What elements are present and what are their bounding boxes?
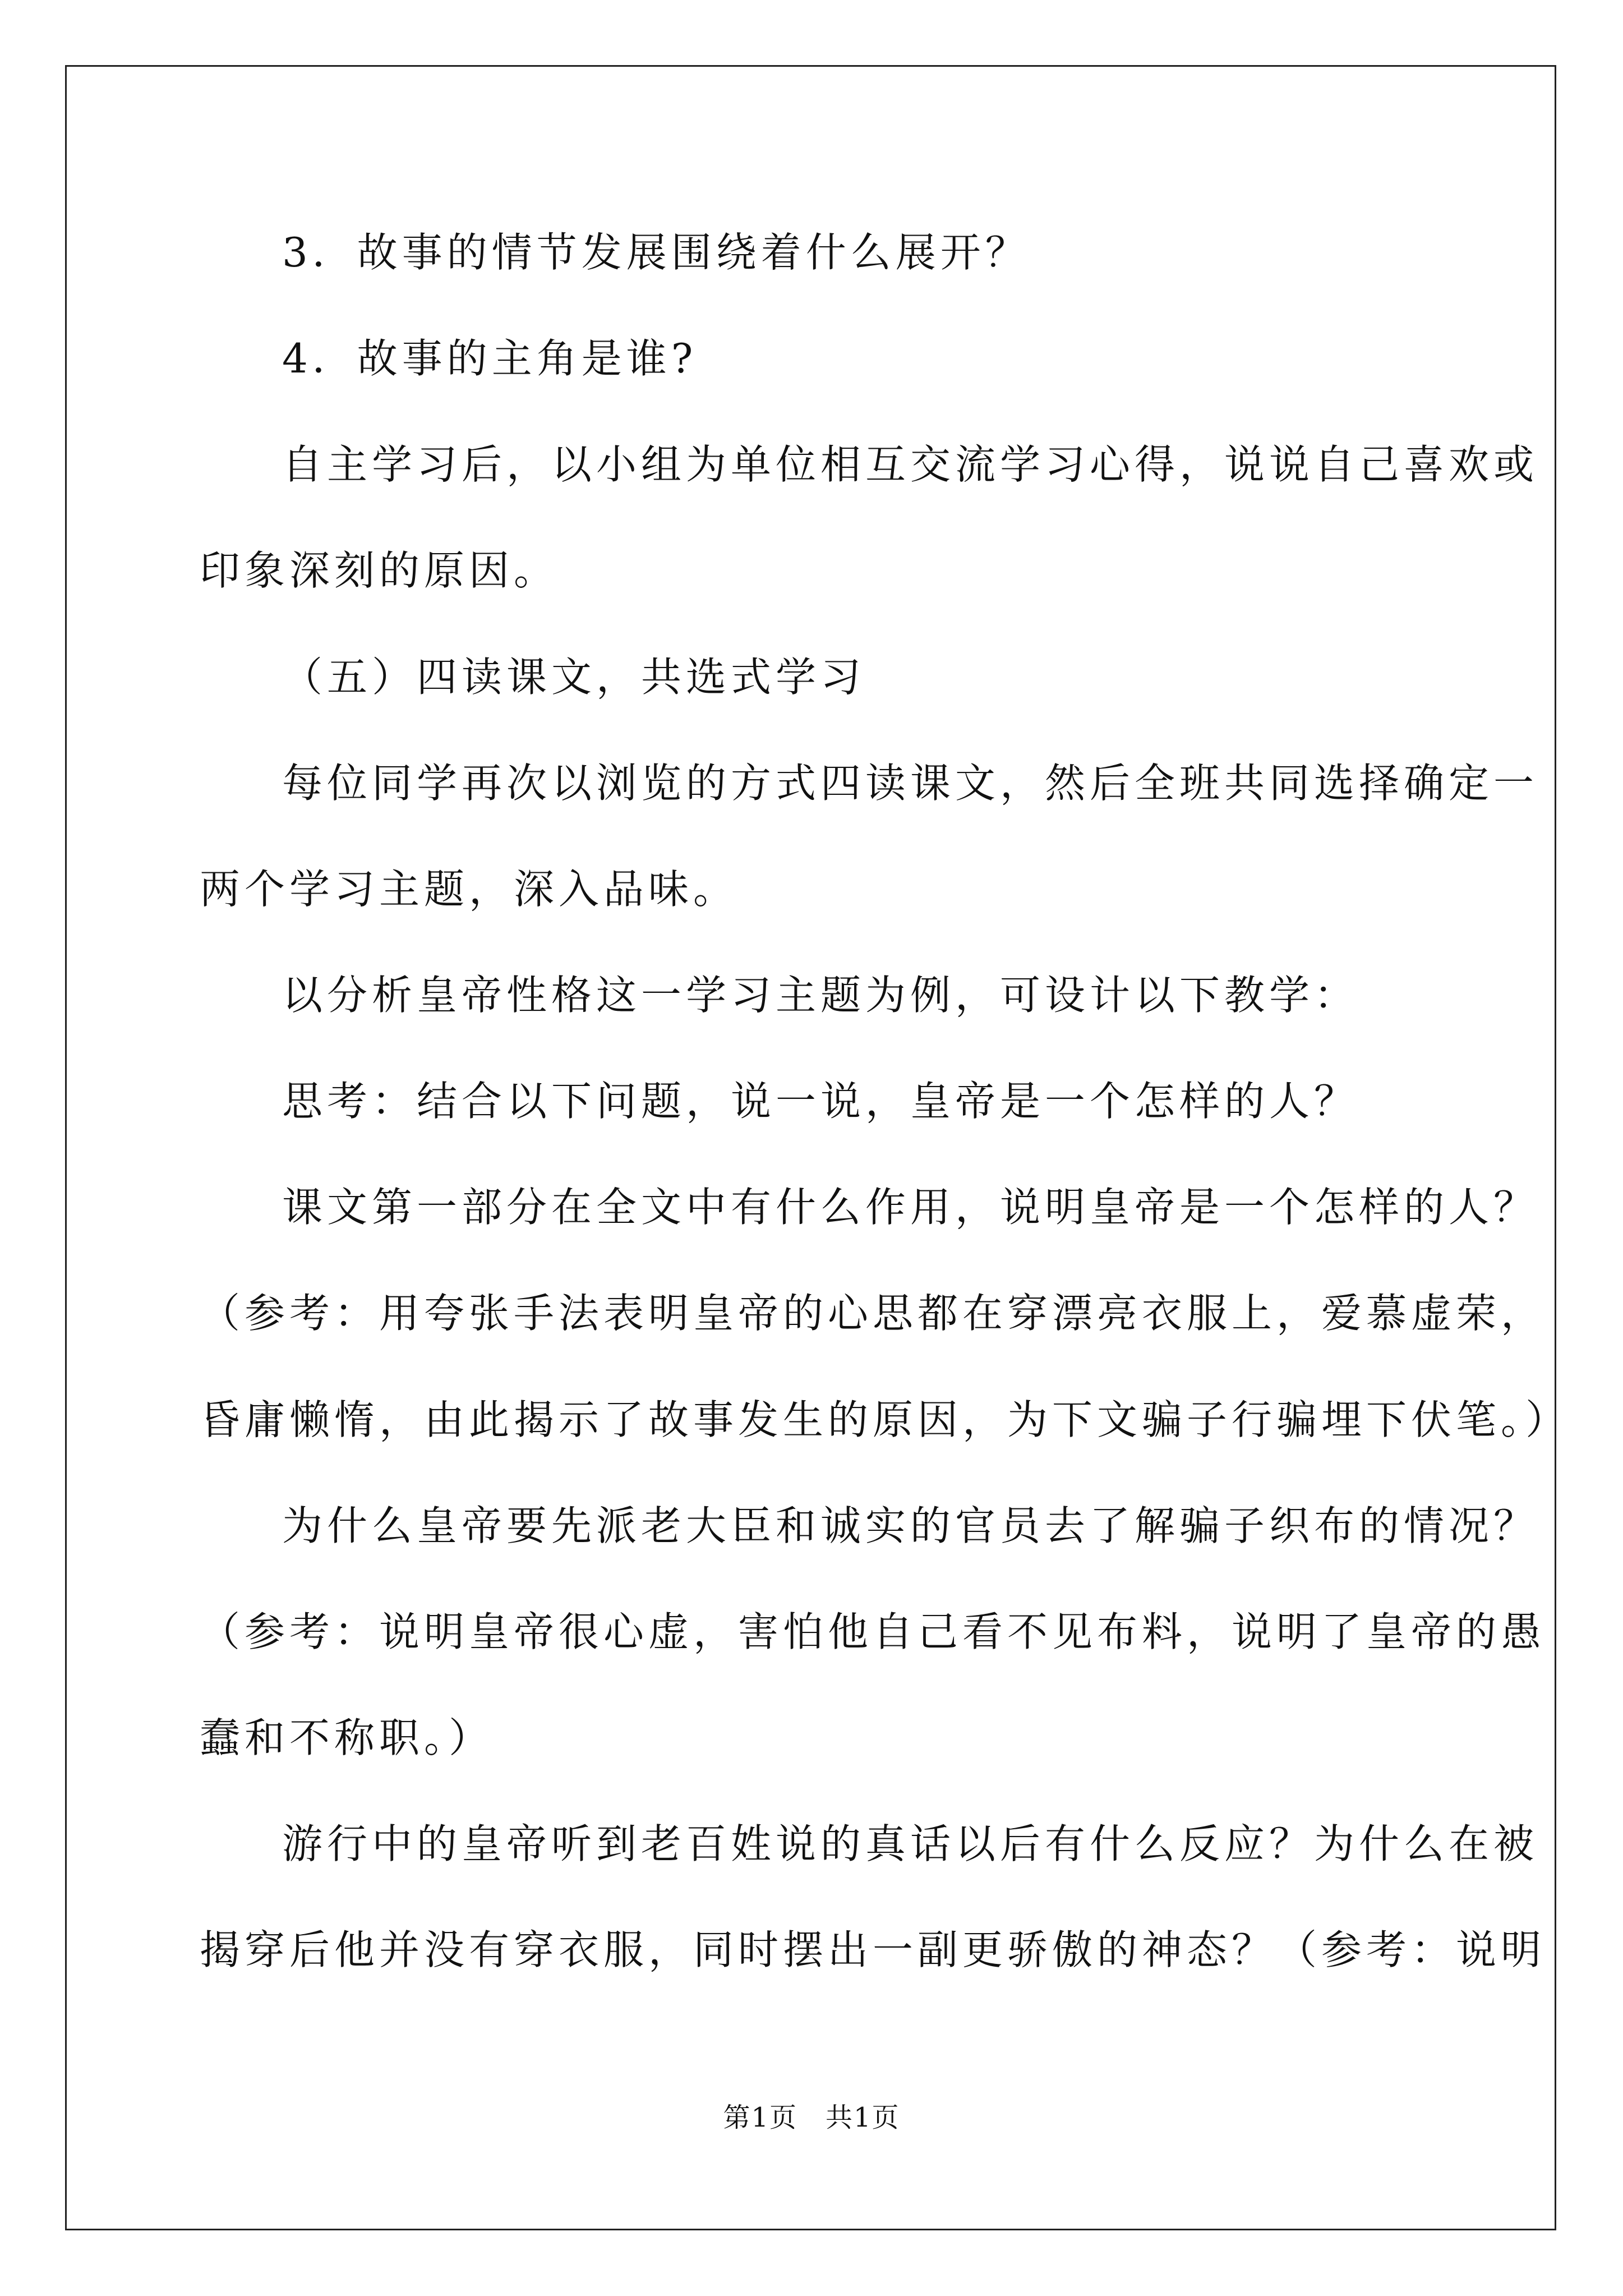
text-line: 自主学习后，以小组为单位相互交流学习心得，说说自己喜欢或 <box>282 441 1539 488</box>
text-line: 每位同学再次以浏览的方式四读课文，然后全班共同选择确定一 <box>282 760 1539 807</box>
text-line: 3．故事的情节发展围绕着什么展开？ <box>282 229 1030 276</box>
text-line: （参考：用夸张手法表明皇帝的心思都在穿漂亮衣服上，爱慕虚荣， <box>200 1290 1546 1337</box>
text-line: 印象深刻的原因。 <box>200 547 559 594</box>
text-line: （参考：说明皇帝很心虚，害怕他自己看不见布料，说明了皇帝的愚 <box>200 1608 1546 1655</box>
text-line: 以分析皇帝性格这一学习主题为例，可设计以下教学： <box>282 972 1359 1019</box>
text-line: 揭穿后他并没有穿衣服，同时摆出一副更骄傲的神态？（参考：说明 <box>200 1926 1546 1973</box>
section-heading: （五）四读课文，共选式学习 <box>282 654 866 701</box>
text-line: 两个学习主题，深入品味。 <box>200 866 739 913</box>
text-line: 蠢和不称职。） <box>200 1714 494 1761</box>
text-line: 课文第一部分在全文中有什么作用，说明皇帝是一个怎样的人？ <box>282 1184 1539 1231</box>
page-footer: 第1页 共1页 <box>723 2102 900 2133</box>
text-line: 昏庸懒惰，由此揭示了故事发生的原因，为下文骗子行骗埋下伏笔。） <box>200 1396 1571 1443</box>
page-border <box>65 65 1556 2230</box>
text-line: 游行中的皇帝听到老百姓说的真话以后有什么反应？为什么在被 <box>282 1820 1539 1867</box>
text-line: 4．故事的主角是谁? <box>282 335 698 382</box>
text-line: 思考：结合以下问题，说一说，皇帝是一个怎样的人？ <box>282 1078 1359 1125</box>
text-line: 为什么皇帝要先派老大臣和诚实的官员去了解骗子织布的情况？ <box>282 1502 1539 1549</box>
